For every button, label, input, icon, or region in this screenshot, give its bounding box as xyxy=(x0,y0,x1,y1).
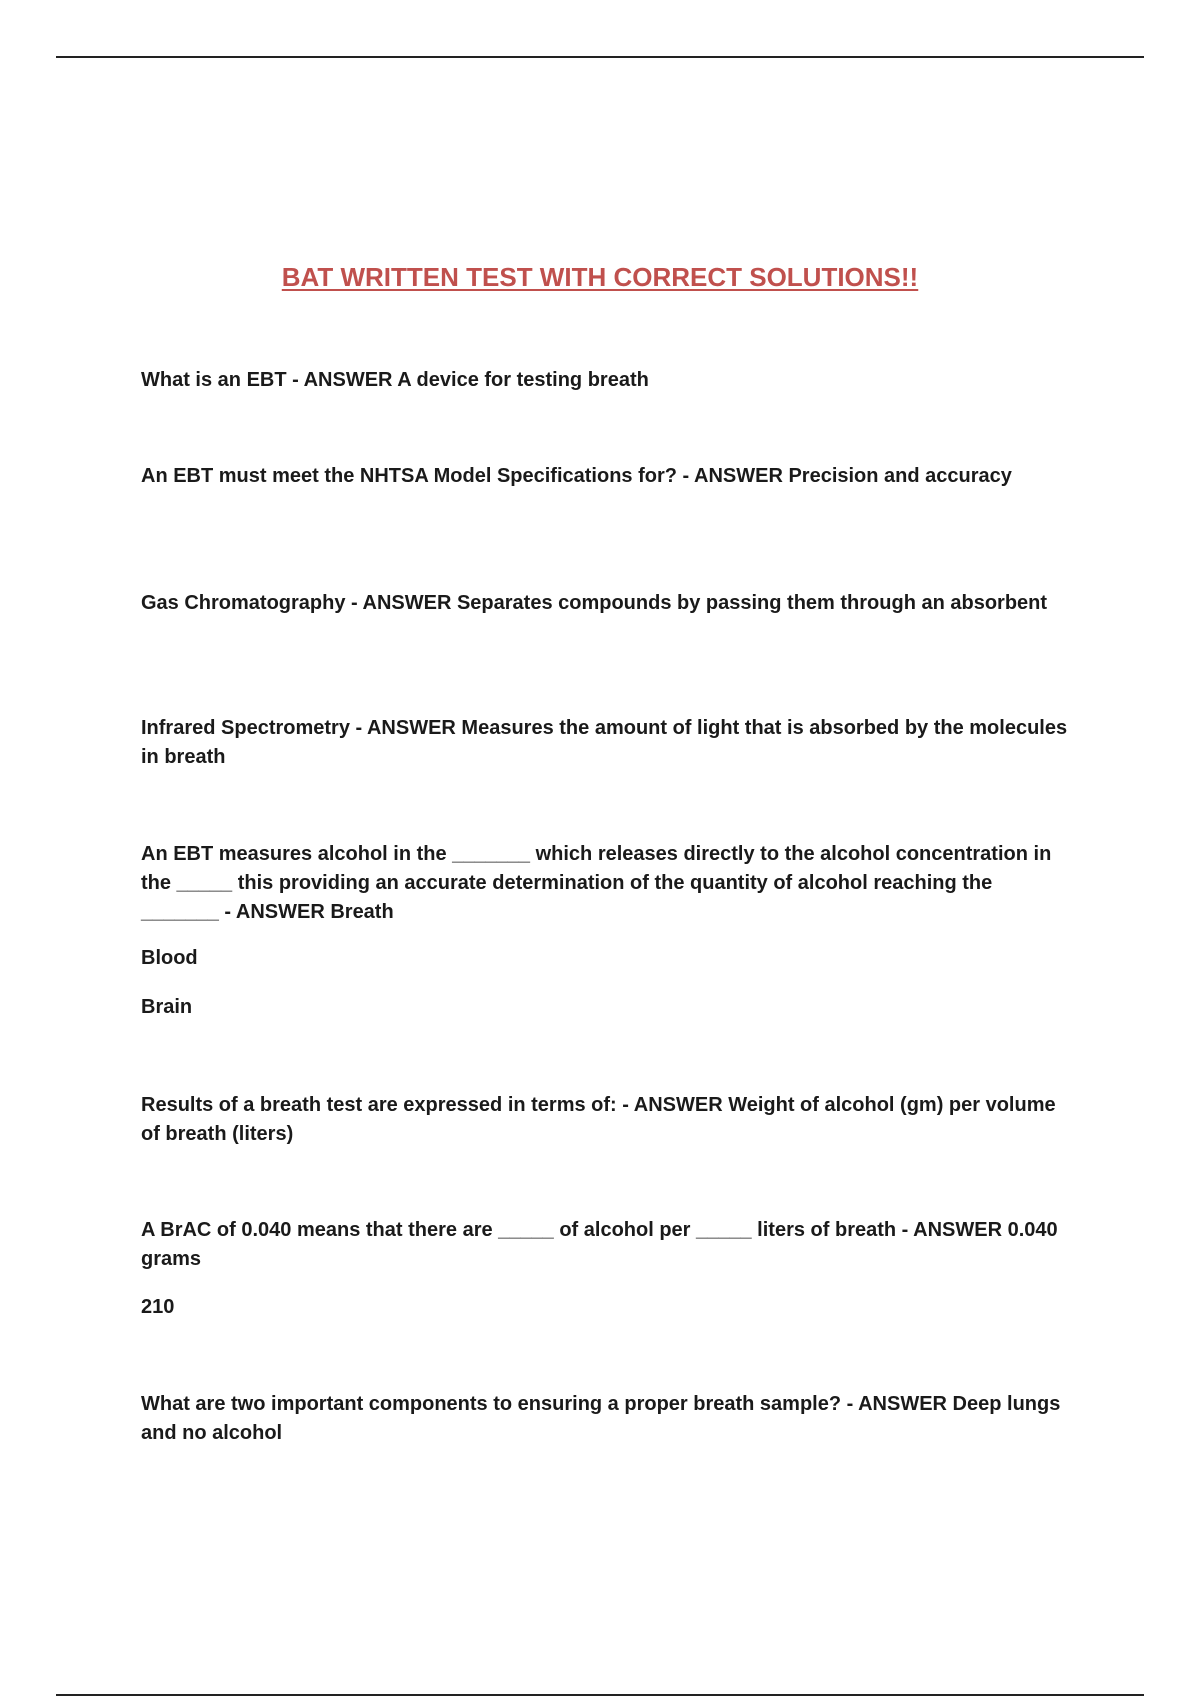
qa-item-2: An EBT must meet the NHTSA Model Specifications for? - ANSWER Precision and accuracy xyxy=(141,465,1012,487)
qa-item-6: Results of a breath test are expressed in terms of: - ANSWER Weight of alcohol (gm) per volume of breath (liters) xyxy=(141,1094,1056,1145)
qa-item-8: What are two important components to ensuring a proper breath sample? - ANSWER Deep lungs and no alcohol xyxy=(141,1393,1061,1444)
qa-item-4: Infrared Spectrometry - ANSWER Measures the amount of light that is absorbed by the molecules in breath xyxy=(141,717,1068,768)
qa-item-7: A BrAC of 0.040 means that there are _____ of alcohol per _____ liters of breath - ANSWER 0.040 grams xyxy=(141,1219,1058,1270)
qa-item-5-extra-1: Blood xyxy=(141,947,198,969)
qa-item-1: What is an EBT - ANSWER A device for testing breath xyxy=(141,369,649,391)
header-rule xyxy=(56,56,1144,58)
footer-rule xyxy=(56,1694,1144,1696)
qa-item-5-extra-2: Brain xyxy=(141,996,193,1018)
qa-item-3: Gas Chromatography - ANSWER Separates compounds by passing them through an absorbent xyxy=(141,592,1048,614)
qa-item-7-extra-1: 210 xyxy=(141,1296,175,1318)
qa-item-5: An EBT measures alcohol in the _______ which releases directly to the alcohol concentration in the _____ this providing an accurate determination of the quantity of alcohol reaching the _______ - ANSWER Breath xyxy=(141,843,1052,923)
document-title: BAT WRITTEN TEST WITH CORRECT SOLUTIONS!! xyxy=(281,262,919,292)
